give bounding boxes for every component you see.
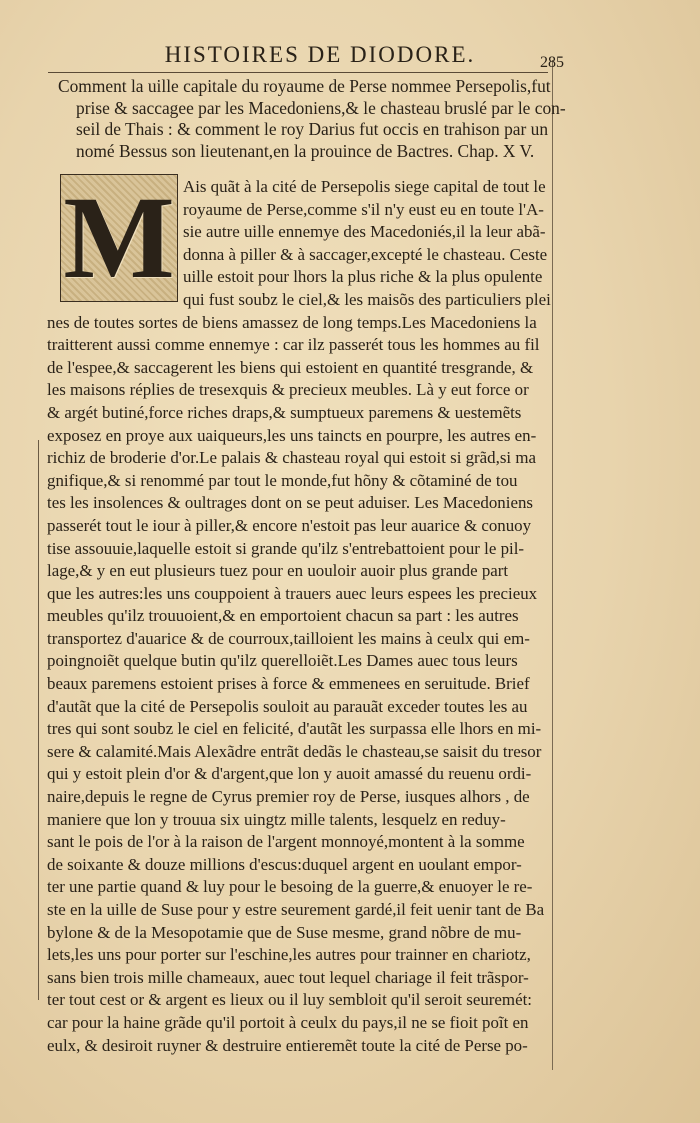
text-line: ste en la uille de Suse pour y estre seurement gardé,il feit uenir tant de Ba xyxy=(47,900,545,919)
text-line: qui fust soubz le ciel,& les maisõs des particuliers plei xyxy=(183,289,551,309)
chapter-heading-line: nomé Bessus son lieutenant,en la prouince de Bactres. Chap. X V. xyxy=(76,140,535,161)
text-line: royaume de Perse,comme s'il n'y eust eu en toute l'A- xyxy=(183,199,544,219)
text-line: passerét tout le iour à piller,& encore n'estoit pas leur auarice & conuoy xyxy=(47,515,532,535)
left-margin-rule xyxy=(38,440,39,1000)
text-line: lage,& y en eut plusieurs tuez pour en uouloir auoir plus grande part xyxy=(47,561,509,581)
page-number: 285 xyxy=(540,54,564,71)
text-line: que les autres:les uns couppoient à trauers auec leurs espees les precieux xyxy=(47,583,538,603)
text-line: les maisons réplies de tresexquis & precieux meubles. Là y eut force or xyxy=(47,380,529,400)
text-line: lets,les uns pour porter sur l'eschine,les autres pour trainner en chariotz, xyxy=(47,945,531,965)
running-title: HISTOIRES DE DIODORE. xyxy=(164,42,476,67)
text-line: uille estoit pour lhors la plus riche & la plus opulente xyxy=(183,267,543,287)
text-line: sie autre uille ennemye des Macedoniés,il la leur abã- xyxy=(183,222,546,242)
text-line: beaux paremens estoient prises à force & emmenees en seruitude. Brief xyxy=(47,674,530,694)
text-line: meubles qu'ilz trouuoient,& en emportoient chacun sa part : les autres xyxy=(47,606,519,626)
text-line: traitterent aussi comme ennemye : car ilz passerét tous les hommes au fil xyxy=(47,335,540,355)
text-line: maniere que lon y trouua six uingtz mille talents, lesquelz en reduy- xyxy=(47,809,506,829)
chapter-heading xyxy=(58,76,570,162)
text-line: poingnoiẽt quelque butin qu'ilz querelloiẽt.Les Dames auec tous leurs xyxy=(47,651,518,671)
text-line: ter une partie quand & luy pour le besoing de la guerre,& enuoyer le re- xyxy=(47,877,533,897)
text-line: qui y estoit plein d'or & d'argent,que lon y auoit amassé du reuenu ordi- xyxy=(47,764,532,784)
decorated-initial-letter: M xyxy=(60,174,178,302)
text-line: sans bien trois mille chameaux, auec tout lequel chariage il feit trãspor- xyxy=(47,967,529,987)
text-line: eulx, & desiroit ruyner & destruire entieremẽt toute la cité de Perse po- xyxy=(47,1035,528,1055)
chapter-heading-line: prise & saccagee par les Macedoniens,& le chasteau bruslé par le con- xyxy=(76,97,566,118)
text-line: tise assouuie,laquelle estoit si grande qu'ilz s'entrebattoient pour le pil- xyxy=(47,538,525,558)
text-line: tres qui sont soubz le ciel en felicité, d'autãt les surpassa elle lhors en mi- xyxy=(47,719,542,739)
text-line: naire,depuis le regne de Cyrus premier roy de Perse, iusques alhors , de xyxy=(47,787,530,807)
text-line: Ais quãt à la cité de Persepolis siege capital de tout le xyxy=(183,177,546,196)
text-line: exposez en proye aux uaiqueurs,les uns taincts en pourpre, les autres en- xyxy=(47,425,537,445)
text-line: sant le pois de l'or à la raison de l'argent monnoyé,montent à la somme xyxy=(47,832,525,852)
text-line: de l'espee,& saccagerent les biens qui estoient en quantité tresgrande, & xyxy=(47,357,534,377)
text-line: & argét butiné,force riches draps,& sumptueux paremens & uestemẽts xyxy=(47,402,522,422)
text-line: ter tout cest or & argent es lieux ou il luy sembloit qu'il seroit seuremét: xyxy=(47,990,532,1010)
text-line: transportez d'auarice & de courroux,tailloient les mains à ceulx qui em- xyxy=(47,628,530,648)
text-line: tes les insolences & oultrages dont on se peut aduiser. Les Macedoniens xyxy=(47,493,533,513)
header-rule xyxy=(48,72,548,73)
text-line: d'autãt que la cité de Persepolis souloit au parauãt exceder toutes les au xyxy=(47,696,528,716)
text-line: sere & calamité.Mais Alexãdre entrãt dedãs le chasteau,se saisit du tresor xyxy=(47,741,542,761)
text-line: car pour la haine grãde qu'il portoit à ceulx du pays,il ne se fioit poĩt en xyxy=(47,1012,529,1032)
chapter-heading-line: Comment la uille capitale du royaume de Perse nommee Persepolis,fut xyxy=(58,76,551,96)
body-text xyxy=(47,176,569,1057)
text-line: richiz de broderie d'or.Le palais & chasteau royal qui estoit si grãd,si ma xyxy=(47,448,536,468)
chapter-heading-line: seil de Thais : & comment le roy Darius fut occis en trahison par un xyxy=(76,119,549,139)
text-line: nes de toutes sortes de biens amassez de long temps.Les Macedoniens la xyxy=(47,312,537,332)
text-line: gnifique,& si renommé par tout le monde,fut hõny & cõtaminé de tou xyxy=(47,470,518,490)
text-line: bylone & de la Mesopotamie que de Suse mesme, grand nõbre de mu- xyxy=(47,922,522,942)
text-line: de soixante & douze millions d'escus:duquel argent en uoulant empor- xyxy=(47,854,522,874)
text-line: donna à piller & à saccager,excepté le chasteau. Ceste xyxy=(183,244,548,264)
